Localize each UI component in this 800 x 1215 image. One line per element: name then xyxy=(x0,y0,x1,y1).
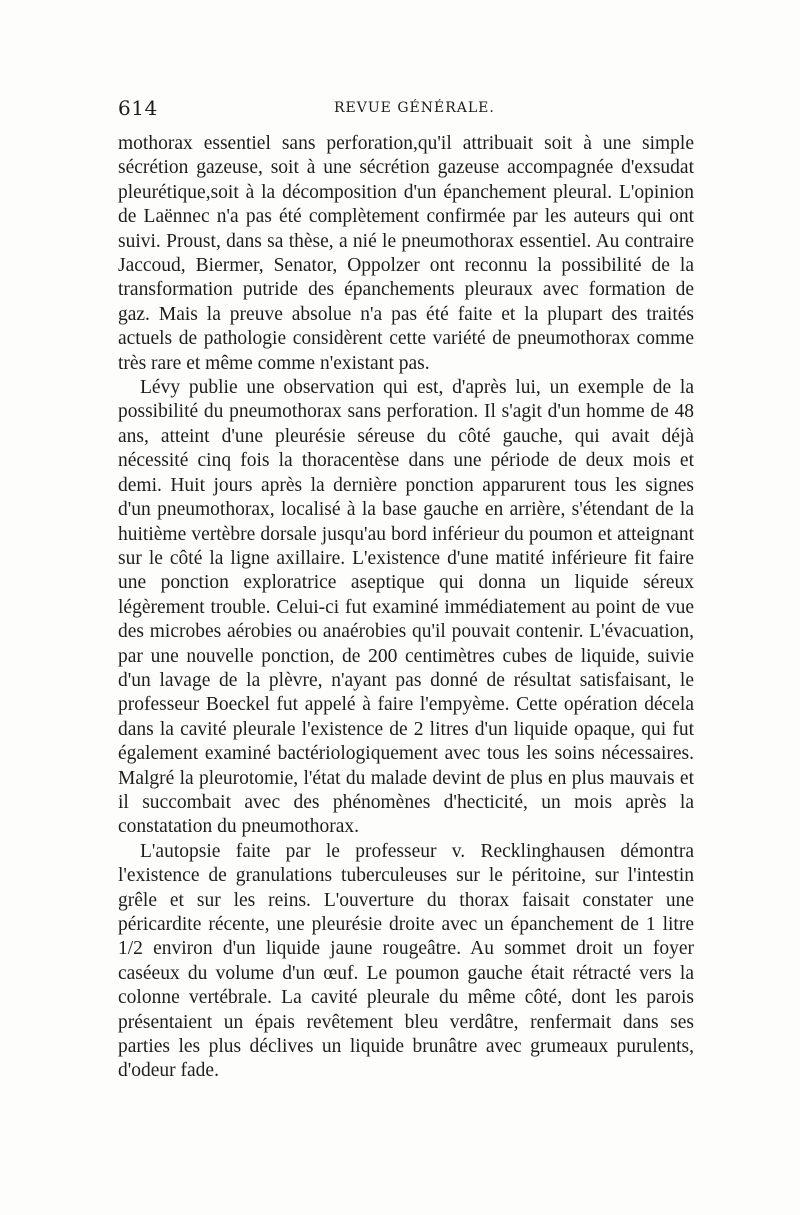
paragraph-autopsy: L'autopsie faite par le professeur v. Recklinghausen démontra l'existence de granulations tuberculeuses sur le péritoine, sur l'intestin grêle et sur les reins. L'ouverture du thorax faisait constater une péricardite récente, une pleurésie droite avec un épanchement de 1 litre 1/2 environ d'un liquide jaune rougeâtre. Au sommet droit un foyer caséeux du volume d'un œuf. Le poumon gauche était rétracté vers la colonne vertébrale. La cavité pleurale du même côté, dont les parois présentaient un épais revêtement bleu verdâtre, renfermait dans ses parties les plus déclives un liquide brunâtre avec grumeaux purulents, d'odeur fade. xyxy=(118,840,694,1082)
running-title: REVUE GÉNÉRALE. xyxy=(334,100,495,116)
body-text xyxy=(118,132,694,1084)
paragraph-continuation: mothorax essentiel sans perforation,qu'il attribuait soit à une simple sécrétion gazeuse, soit à une sécrétion gazeuse accompagnée d'exsudat pleurétique,soit à la décomposition d'un épanchement pleural. L'opinion de Laënnec n'a pas été complètement confirmée par les auteurs qui ont suivi. Proust, dans sa thèse, a nié le pneumothorax essentiel. Au contraire Jaccoud, Biermer, Senator, Oppolzer ont reconnu la possibilité de la transformation putride des épanchements pleuraux avec formation de gaz. Mais la preuve absolue n'a pas été faite et la plupart des traités actuels de pathologie considèrent cette variété de pneumothorax comme très rare et même comme n'existant pas. xyxy=(118,133,694,374)
paragraph-levy-observation: Lévy publie une observation qui est, d'après lui, un exemple de la possibilité du pneumothorax sans perforation. Il s'agit d'un homme de 48 ans, atteint d'une pleurésie séreuse du côté gauche, qui avait déjà nécessité cinq fois la thoracentèse dans une période de deux mois et demi. Huit jours après la dernière ponction apparurent tous les signes d'un pneumothorax, localisé à la base gauche en arrière, s'étendant de la huitième vertèbre dorsale jusqu'au bord inférieur du poumon et atteignant sur le côté la ligne axillaire. L'existence d'une matité inférieure fit faire une ponction exploratrice aseptique qui donna un liquide séreux légèrement trouble. Celui-ci fut examiné immédiatement au point de vue des microbes aérobies ou anaérobies qu'il pouvait contenir. L'évacuation, par une nouvelle ponction, de 200 centimètres cubes de liquide, suivie d'un lavage de la plèvre, n'ayant pas donné de résultat satisfaisant, le professeur Boeckel fut appelé à faire l'empyème. Cette opération décela dans la cavité pleurale l'existence de 2 litres d'un liquide opaque, qui fut également examiné bactériologiquement avec tous les soins nécessaires. Malgré la pleurotomie, l'état du malade devint de plus en plus mauvais et il succombait avec des phénomènes d'hecticité, un mois après la constatation du pneumothorax. xyxy=(118,377,694,838)
page-header xyxy=(118,96,694,126)
page-number: 614 xyxy=(118,96,158,120)
